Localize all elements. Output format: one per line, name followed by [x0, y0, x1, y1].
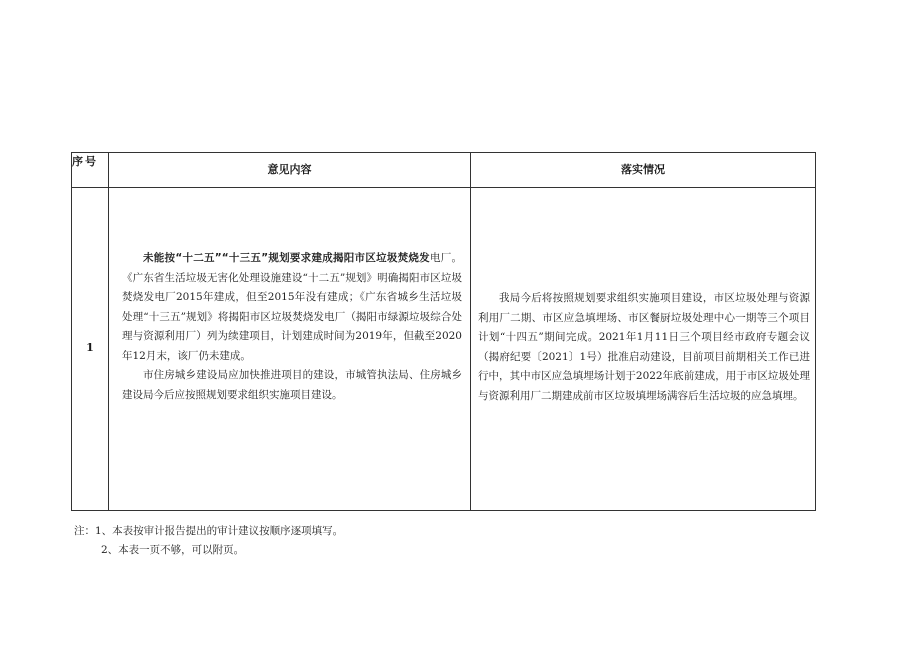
opinion-paragraph — [122, 249, 462, 366]
header-opinion: 意见内容 — [267, 163, 312, 176]
footnote-1: 注：1、本表按审计报告提出的审计建议按顺序逐项填写。 — [74, 525, 344, 537]
opinion-requirement: 市住房城乡建设局应加快推进项目的建设，市城管执法局、住房城乡建设局今后应按照规划要求组织实施项目建设。 — [122, 369, 462, 401]
rectification-table — [71, 152, 816, 511]
opinion-detail: 电厂。《广东省生活垃圾无害化处理设施建设“十二五”规划》明确揭阳市区垃圾焚烧发电厂2015年建成，但至2015年没有建成；《广东省城乡生活垃圾处理“十三五”规划》将揭阳市区垃圾焚烧发电厂（揭阳市绿源垃圾综合处理与资源利用厂）列为续建项目，计划建成时间为2019年，但截至2020年12月末，该厂仍未建成。 — [122, 252, 462, 362]
opinion-lead: 未能按“十二五”“十三五”规划要求建成揭阳市区垃圾焚烧发 — [143, 252, 430, 264]
header-no — [72, 153, 108, 187]
column-divider — [470, 153, 471, 510]
opinion-cell — [122, 249, 462, 405]
column-divider — [108, 153, 109, 510]
header-divider — [72, 187, 815, 188]
header-no-label: 序号 — [72, 155, 98, 168]
implementation-cell — [478, 289, 810, 406]
header-implementation: 落实情况 — [621, 163, 665, 176]
implementation-text: 我局今后将按照规划要求组织实施项目建设，市区垃圾处理与资源利用厂二期、市区应急填埋场、市区餐厨垃圾处理中心一期等三个项目计划“十四五”期间完成。2021年1月11日三个项目经市政府专题会议（揭府纪要〔2021〕1号）批准启动建设，目前项目前期相关工作已进行中，其中市区应急填埋场计划于2022年底前建成，用于市区垃圾处理与资源利用厂二期建成前市区垃圾填埋场满容后生活垃圾的应急填埋。 — [478, 292, 810, 402]
footnotes — [74, 522, 343, 560]
row-number: 1 — [86, 341, 94, 354]
footnote-2: 2、本表一页不够，可以附页。 — [101, 544, 245, 556]
